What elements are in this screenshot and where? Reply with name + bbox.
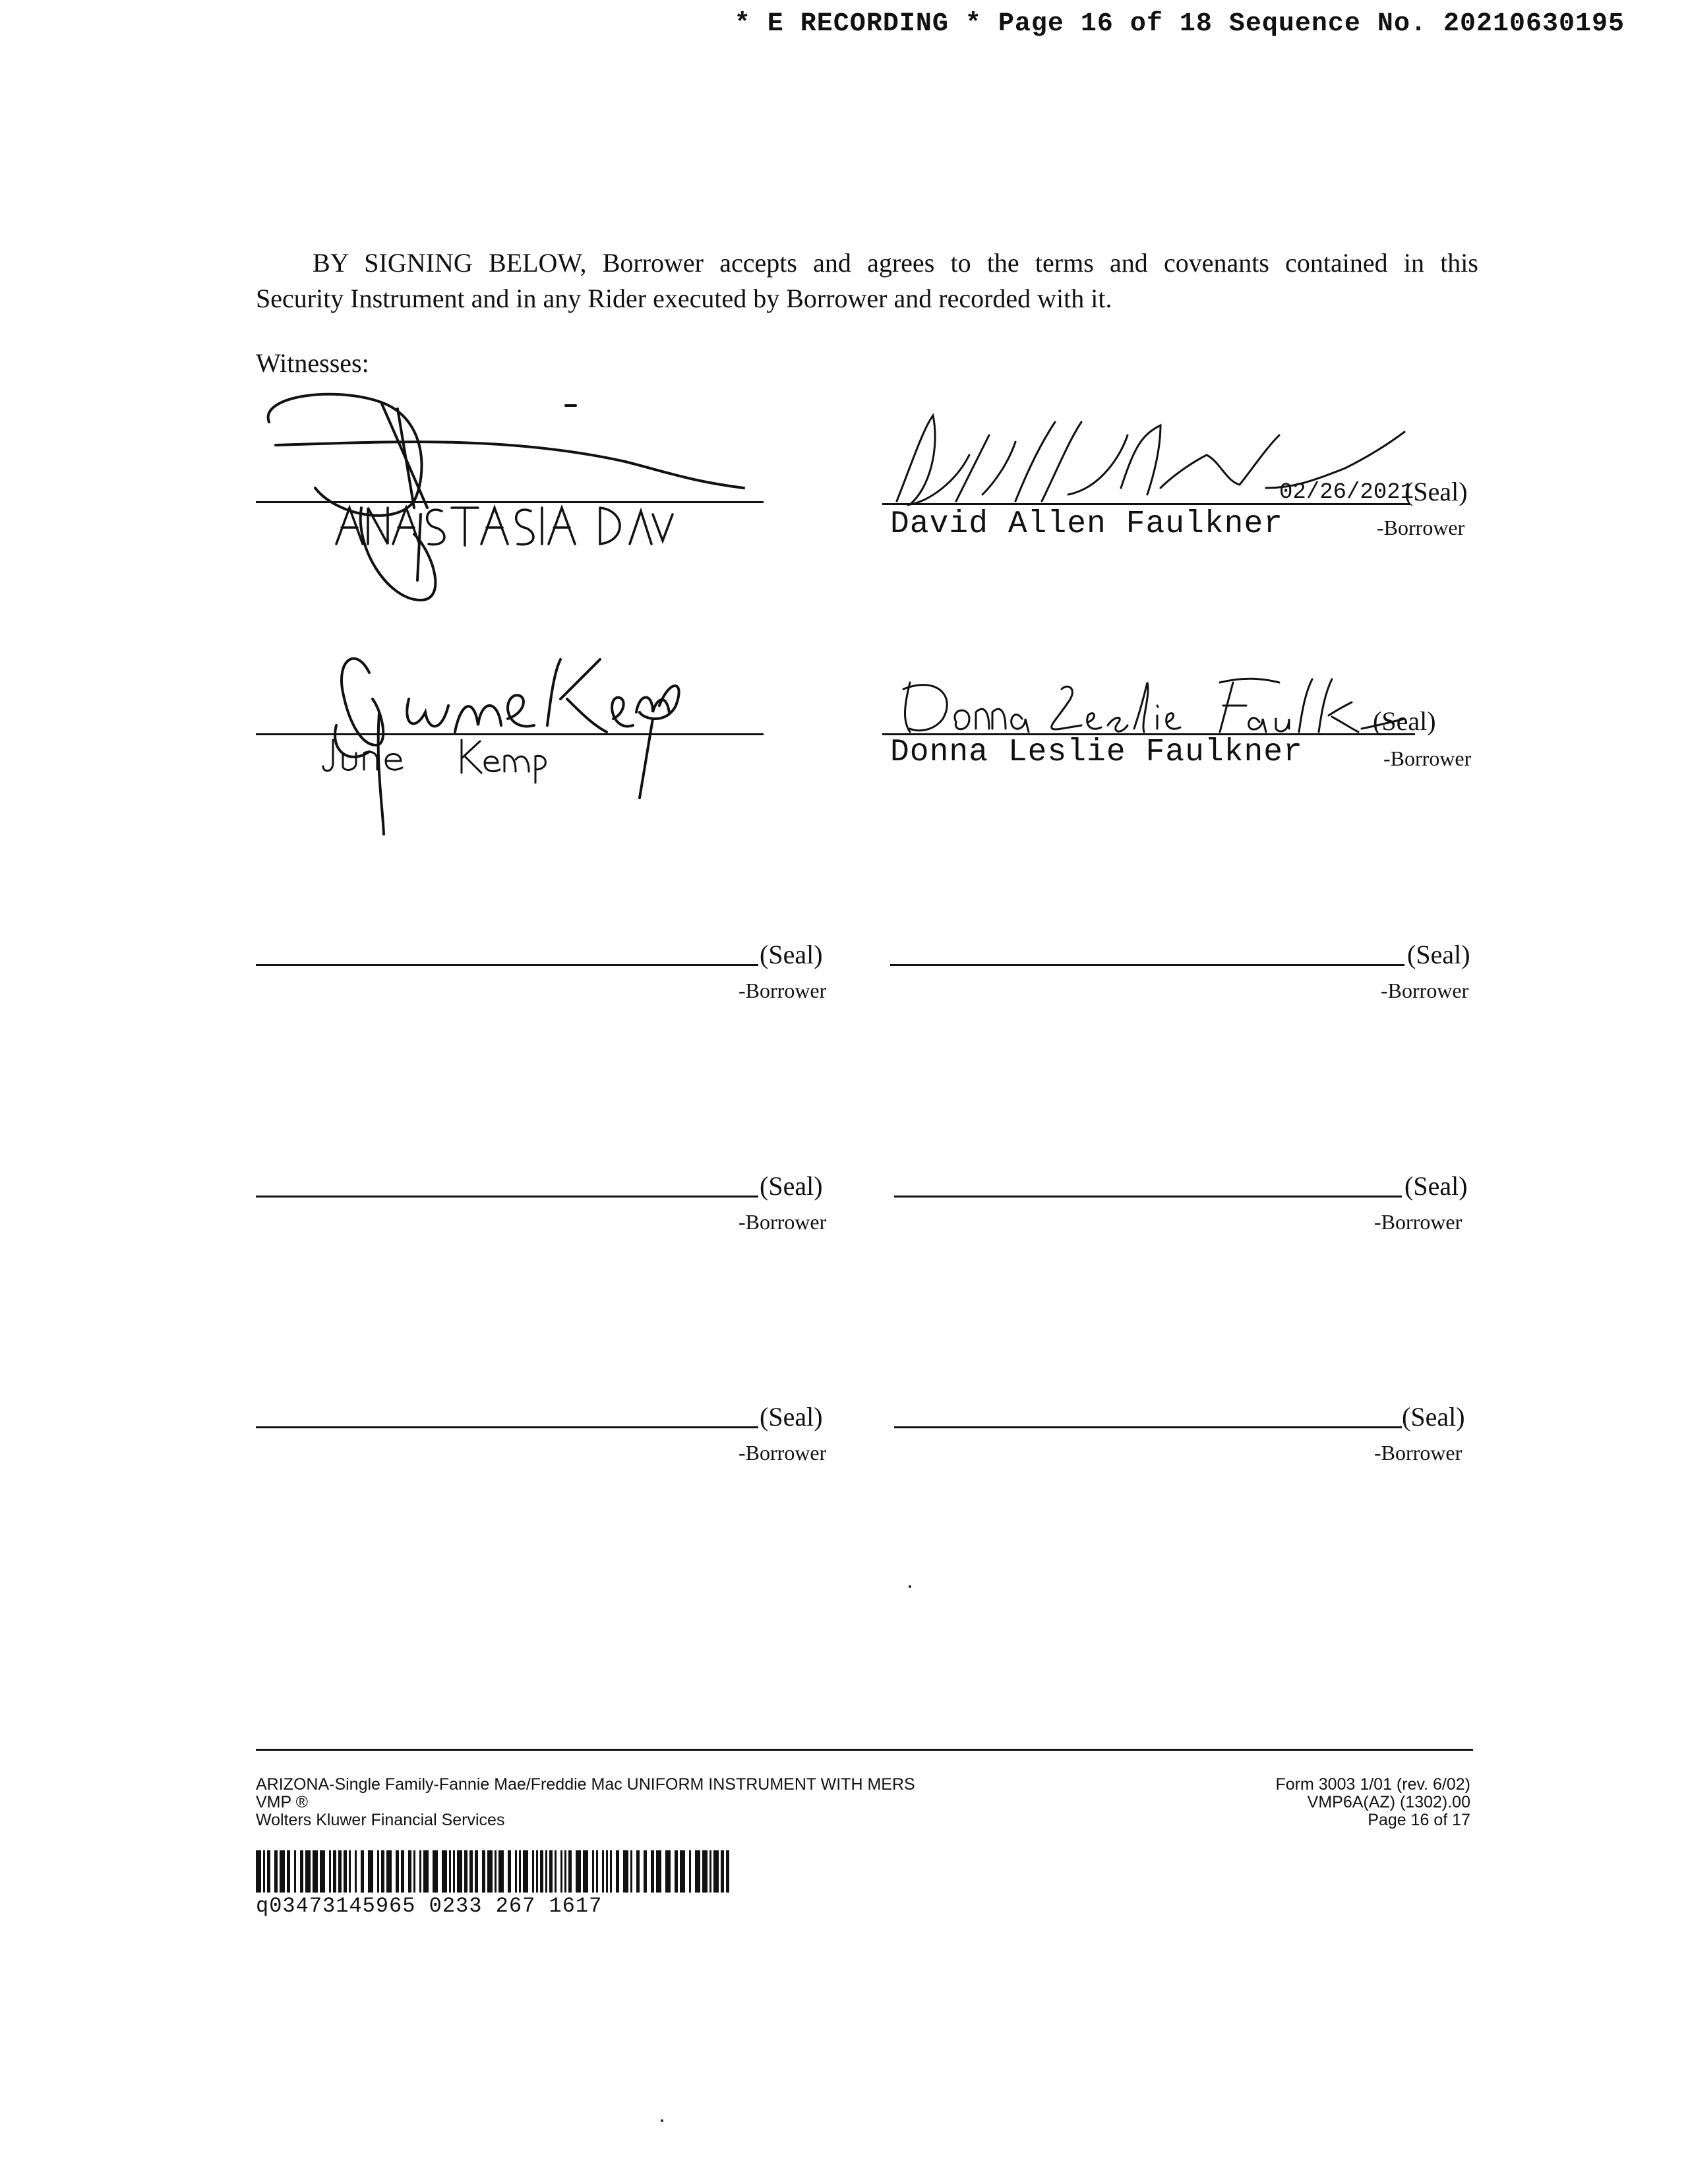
blank-role-label: -Borrower bbox=[1381, 979, 1469, 1002]
barcode-bar bbox=[475, 1850, 478, 1893]
barcode-bar bbox=[274, 1850, 278, 1893]
blank-seal-label: (Seal) bbox=[760, 1402, 823, 1432]
footer-page-number: Page 16 of 17 bbox=[1368, 1811, 1470, 1829]
barcode-bar bbox=[433, 1850, 438, 1893]
recording-stamp: * E RECORDING * Page 16 of 18 Sequence No. 20210630195 bbox=[734, 9, 1625, 39]
barcode-bar bbox=[568, 1850, 572, 1893]
barcode-bar bbox=[294, 1850, 296, 1893]
barcode-bar bbox=[320, 1850, 325, 1893]
borrower-1-typed-name: David Allen Faulkner bbox=[890, 506, 1284, 542]
barcode-bar bbox=[464, 1850, 467, 1893]
scan-speck bbox=[661, 2119, 663, 2122]
barcode-bar bbox=[702, 1850, 708, 1893]
barcode-bar bbox=[656, 1850, 661, 1893]
borrower-2-seal-label: (Seal) bbox=[1373, 706, 1436, 736]
barcode-bar bbox=[355, 1850, 357, 1893]
document-barcode bbox=[256, 1850, 731, 1896]
borrower-2-signature bbox=[890, 669, 1431, 745]
barcode-bar bbox=[515, 1850, 517, 1893]
barcode-bar bbox=[519, 1850, 521, 1893]
blank-signature-line bbox=[894, 1196, 1402, 1198]
barcode-bar bbox=[498, 1850, 504, 1893]
witness-2-printed-name bbox=[323, 733, 587, 789]
scan-speck bbox=[909, 1585, 911, 1588]
barcode-bar bbox=[338, 1850, 342, 1893]
barcode-bar bbox=[329, 1850, 331, 1893]
blank-signature-line bbox=[256, 1196, 758, 1198]
blank-signature-line bbox=[894, 1426, 1402, 1428]
barcode-bar bbox=[344, 1850, 347, 1893]
barcode-bar bbox=[675, 1850, 678, 1893]
barcode-bar bbox=[540, 1850, 543, 1893]
barcode-bar bbox=[610, 1850, 612, 1893]
barcode-bar bbox=[555, 1850, 557, 1893]
barcode-bar bbox=[495, 1850, 497, 1893]
signing-statement bbox=[256, 245, 1478, 317]
barcode-bar bbox=[536, 1850, 538, 1893]
barcode-bar bbox=[487, 1850, 493, 1893]
barcode-bar bbox=[305, 1850, 311, 1893]
barcode-bar bbox=[616, 1850, 619, 1893]
blank-signature-line bbox=[256, 964, 758, 966]
barcode-bar bbox=[583, 1850, 588, 1893]
barcode-bar bbox=[680, 1850, 685, 1893]
barcode-bar bbox=[636, 1850, 640, 1893]
barcode-bar bbox=[545, 1850, 547, 1893]
blank-role-label: -Borrower bbox=[1374, 1441, 1462, 1465]
barcode-bar bbox=[576, 1850, 581, 1893]
barcode-bar bbox=[606, 1850, 608, 1893]
barcode-bar bbox=[300, 1850, 303, 1893]
barcode-bar bbox=[726, 1850, 729, 1893]
borrower-2-role-label: -Borrower bbox=[1383, 746, 1472, 770]
footer-form-number: Form 3003 1/01 (rev. 6/02) bbox=[1275, 1775, 1470, 1794]
barcode-bar bbox=[592, 1850, 594, 1893]
barcode-bar bbox=[689, 1850, 691, 1893]
barcode-bar bbox=[368, 1850, 373, 1893]
barcode-bar bbox=[713, 1850, 719, 1893]
signing-statement-line-1: BY SIGNING BELOW, Borrower accepts and agrees to the terms and covenants contained in this bbox=[313, 248, 1478, 278]
witness-1-printed-name bbox=[330, 498, 673, 567]
footer-form-description bbox=[256, 1776, 915, 1829]
borrower-1-seal-label: (Seal) bbox=[1404, 477, 1468, 506]
barcode-bar bbox=[602, 1850, 604, 1893]
barcode-bar bbox=[651, 1850, 654, 1893]
borrower-2-typed-name: Donna Leslie Faulkner bbox=[890, 735, 1303, 770]
footer-publisher: Wolters Kluwer Financial Services bbox=[256, 1811, 505, 1829]
signing-statement-line-2: Security Instrument and in any Rider executed by Borrower and recorded with it. bbox=[256, 284, 1112, 313]
borrower-1-role-label: -Borrower bbox=[1377, 516, 1465, 539]
barcode-bar bbox=[256, 1850, 261, 1893]
blank-signature-line bbox=[890, 964, 1404, 966]
barcode-bar bbox=[287, 1850, 290, 1893]
blank-seal-label: (Seal) bbox=[760, 940, 823, 969]
barcode-bar bbox=[523, 1850, 528, 1893]
barcode-bar bbox=[377, 1850, 379, 1893]
barcode-bar bbox=[482, 1850, 485, 1893]
blank-seal-label: (Seal) bbox=[1402, 1402, 1465, 1432]
barcode-bar bbox=[453, 1850, 455, 1893]
barcode-bar bbox=[560, 1850, 562, 1893]
barcode-bar bbox=[386, 1850, 392, 1893]
barcode-bar bbox=[381, 1850, 384, 1893]
barcode-bar bbox=[361, 1850, 364, 1893]
barcode-bar bbox=[644, 1850, 647, 1893]
barcode-bar bbox=[449, 1850, 451, 1893]
barcode-bar bbox=[695, 1850, 700, 1893]
blank-role-label: -Borrower bbox=[738, 1441, 827, 1465]
blank-signature-line bbox=[256, 1426, 758, 1428]
barcode-bar bbox=[408, 1850, 411, 1893]
footer-form-info bbox=[1275, 1776, 1470, 1829]
blank-role-label: -Borrower bbox=[1374, 1210, 1462, 1234]
barcode-bar bbox=[423, 1850, 429, 1893]
barcode-bar bbox=[313, 1850, 318, 1893]
barcode-bar bbox=[721, 1850, 724, 1893]
barcode-bar bbox=[532, 1850, 534, 1893]
barcode-bar bbox=[267, 1850, 270, 1893]
barcode-bar bbox=[709, 1850, 711, 1893]
footer-vmp-code: VMP6A(AZ) (1302).00 bbox=[1307, 1793, 1470, 1811]
borrower-1-date: 02/26/2021 bbox=[1279, 480, 1414, 505]
barcode-bar bbox=[457, 1850, 462, 1893]
barcode-bar bbox=[596, 1850, 598, 1893]
barcode-bar bbox=[442, 1850, 447, 1893]
barcode-bar bbox=[419, 1850, 421, 1893]
blank-seal-label: (Seal) bbox=[1404, 1171, 1468, 1201]
barcode-bar bbox=[630, 1850, 632, 1893]
barcode-bar bbox=[549, 1850, 553, 1893]
blank-seal-label: (Seal) bbox=[760, 1171, 823, 1201]
barcode-number: q03473145965 0233 267 1617 bbox=[256, 1894, 603, 1918]
blank-role-label: -Borrower bbox=[738, 1210, 827, 1234]
barcode-bar bbox=[349, 1850, 351, 1893]
barcode-bar bbox=[413, 1850, 415, 1893]
barcode-bar bbox=[333, 1850, 336, 1893]
blank-seal-label: (Seal) bbox=[1407, 940, 1470, 969]
blank-role-label: -Borrower bbox=[738, 979, 827, 1002]
barcode-bar bbox=[508, 1850, 511, 1893]
footer-rule bbox=[256, 1749, 1473, 1751]
barcode-bar bbox=[280, 1850, 285, 1893]
footer-vmp-mark: VMP ® bbox=[256, 1793, 309, 1811]
barcode-bar bbox=[263, 1850, 265, 1893]
barcode-bar bbox=[469, 1850, 473, 1893]
barcode-bar bbox=[401, 1850, 404, 1893]
barcode-bar bbox=[665, 1850, 671, 1893]
barcode-bar bbox=[564, 1850, 566, 1893]
witnesses-label: Witnesses: bbox=[256, 348, 369, 378]
barcode-bar bbox=[396, 1850, 399, 1893]
barcode-bar bbox=[623, 1850, 628, 1893]
footer-form-title: ARIZONA-Single Family-Fannie Mae/Freddie Mac UNIFORM INSTRUMENT WITH MERS bbox=[256, 1775, 915, 1794]
